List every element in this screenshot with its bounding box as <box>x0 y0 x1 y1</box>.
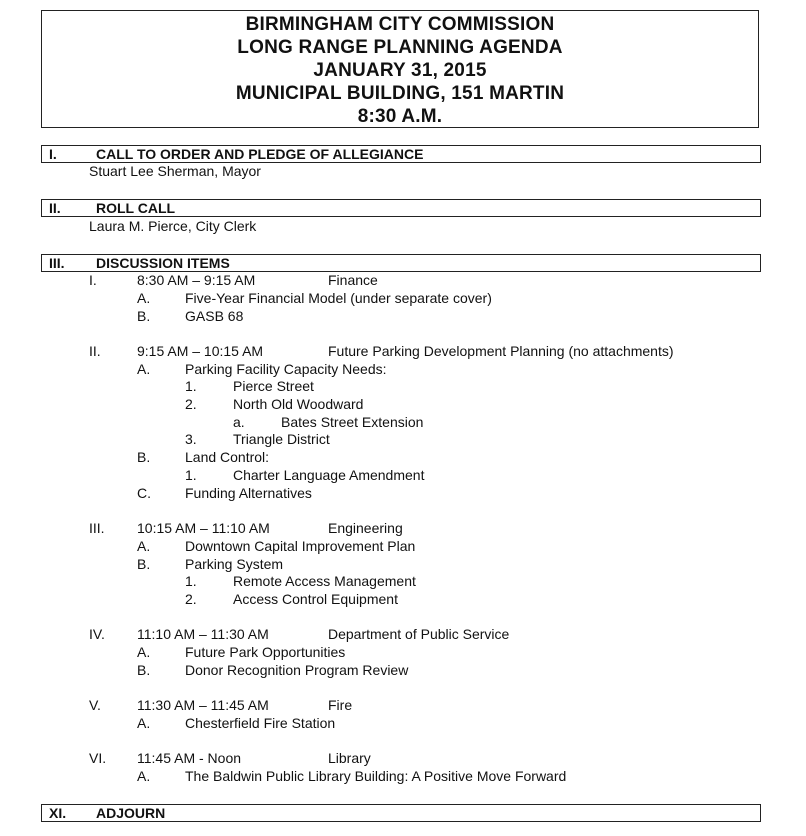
item-text: Downtown Capital Improvement Plan <box>185 538 416 554</box>
discussion-department: Library <box>328 750 371 766</box>
item-label: A. <box>137 768 151 784</box>
section-adjourn <box>41 804 761 822</box>
item-text: Five-Year Financial Model (under separate cover) <box>185 290 492 306</box>
discussion-time: 9:15 AM – 10:15 AM <box>137 343 264 359</box>
item-label: B. <box>137 662 151 678</box>
item-label: A. <box>137 715 151 731</box>
section-number: XI. <box>49 805 67 821</box>
discussion-department: Department of Public Service <box>328 626 510 642</box>
agenda-location: MUNICIPAL BUILDING, 151 MARTIN <box>235 83 565 104</box>
section-title: ADJOURN <box>96 805 166 821</box>
subsubitem-label: a. <box>233 414 245 430</box>
agenda-date: JANUARY 31, 2015 <box>313 60 487 81</box>
item-label: B. <box>137 308 151 324</box>
item-text: GASB 68 <box>185 308 244 324</box>
item-label: A. <box>137 644 151 660</box>
item-text: Future Park Opportunities <box>185 644 346 660</box>
item-label: B. <box>137 449 151 465</box>
item-text: The Baldwin Public Library Building: A Positive Move Forward <box>185 768 567 784</box>
section-call-to-order <box>41 145 761 163</box>
subitem-text: North Old Woodward <box>233 396 364 412</box>
discussion-time: 10:15 AM – 11:10 AM <box>137 520 270 536</box>
discussion-department: Finance <box>328 272 378 288</box>
discussion-number: I. <box>89 272 97 288</box>
item-label: A. <box>137 290 151 306</box>
discussion-time: 11:10 AM – 11:30 AM <box>137 626 269 642</box>
item-label: B. <box>137 556 151 572</box>
section-number: II. <box>49 200 61 216</box>
section-number: III. <box>49 255 65 271</box>
item-text: Funding Alternatives <box>185 485 312 501</box>
subitem-label: 1. <box>185 467 197 483</box>
section-title: ROLL CALL <box>96 200 176 216</box>
item-text: Chesterfield Fire Station <box>185 715 336 731</box>
section-discussion-items <box>41 254 761 272</box>
subitem-label: 1. <box>185 573 197 589</box>
section-title: CALL TO ORDER AND PLEDGE OF ALLEGIANCE <box>96 146 424 162</box>
item-text: Land Control: <box>185 449 270 465</box>
item-label: A. <box>137 361 151 377</box>
subitem-label: 2. <box>185 591 197 607</box>
subitem-label: 3. <box>185 431 197 447</box>
section-number: I. <box>49 146 57 162</box>
discussion-number: VI. <box>89 750 107 766</box>
discussion-time: 8:30 AM – 9:15 AM <box>137 272 256 288</box>
section-roll-call <box>41 199 761 217</box>
item-text: Donor Recognition Program Review <box>185 662 409 678</box>
item-text: Parking Facility Capacity Needs: <box>185 361 387 377</box>
subitem-label: 1. <box>185 378 197 394</box>
subitem-text: Pierce Street <box>233 378 314 394</box>
discussion-time: 11:45 AM - Noon <box>137 750 242 766</box>
discussion-department: Future Parking Development Planning (no attachments) <box>328 343 674 359</box>
mayor-name: Stuart Lee Sherman, Mayor <box>89 163 261 179</box>
subitem-text: Remote Access Management <box>233 573 416 589</box>
discussion-number: IV. <box>89 626 105 642</box>
subitem-label: 2. <box>185 396 197 412</box>
item-text: Parking System <box>185 556 284 572</box>
clerk-name: Laura M. Pierce, City Clerk <box>89 218 257 234</box>
discussion-department: Fire <box>328 697 353 713</box>
discussion-department: Engineering <box>328 520 403 536</box>
subitem-text: Charter Language Amendment <box>233 467 425 483</box>
subitem-text: Access Control Equipment <box>233 591 398 607</box>
item-label: C. <box>137 485 151 501</box>
agenda-title: LONG RANGE PLANNING AGENDA <box>237 37 563 58</box>
discussion-number: III. <box>89 520 105 536</box>
discussion-number: V. <box>89 697 101 713</box>
item-label: A. <box>137 538 151 554</box>
agenda-time: 8:30 A.M. <box>357 106 443 127</box>
discussion-time: 11:30 AM – 11:45 AM <box>137 697 269 713</box>
commission-title: BIRMINGHAM CITY COMMISSION <box>245 14 555 35</box>
section-title: DISCUSSION ITEMS <box>96 255 230 271</box>
agenda-header <box>41 10 759 128</box>
discussion-number: II. <box>89 343 101 359</box>
subsubitem-text: Bates Street Extension <box>281 414 424 430</box>
subitem-text: Triangle District <box>233 431 330 447</box>
